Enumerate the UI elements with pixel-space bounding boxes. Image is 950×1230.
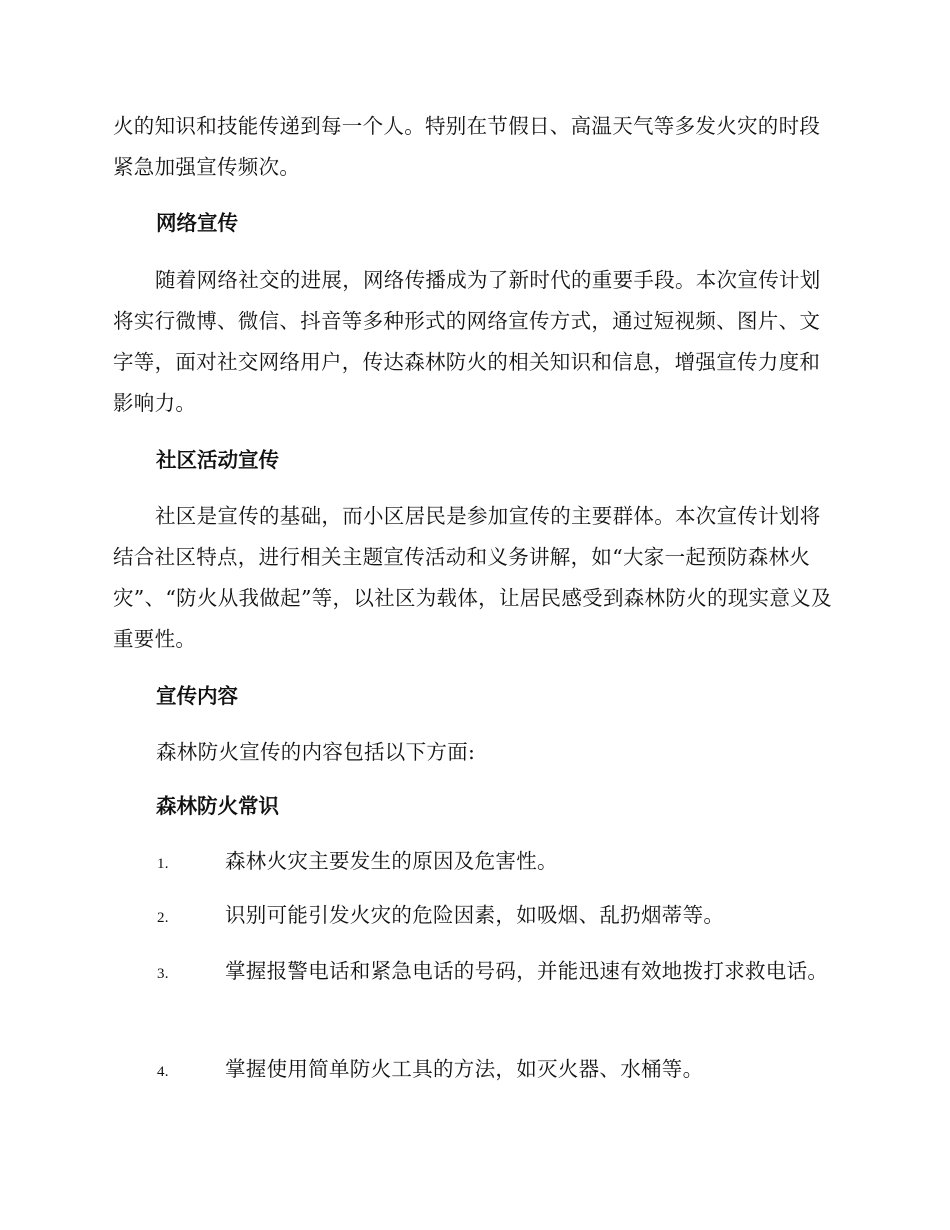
list-number: 4. (157, 1064, 169, 1080)
list-item (113, 892, 833, 942)
list-number: 1. (157, 856, 169, 872)
paragraph-community: 社区是宣传的基础，而小区居民是参加宣传的主要群体。本次宣传计划将结合社区特点，进行相关主题宣传活动和义务讲解，如“大家一起预防森林火灾”、“防火从我做起”等，以社区为载体，让居民感受到森林防火的现实意义及重要性。 (113, 504, 832, 651)
heading-content: 宣传内容 (156, 684, 238, 708)
list-item (113, 948, 833, 998)
list-item-text: 森林火灾主要发生的原因及危害性。 (225, 849, 558, 873)
list-item (113, 838, 833, 888)
heading-community: 社区活动宣传 (156, 448, 279, 472)
list-item-text: 掌握使用简单防火工具的方法，如灭火器、水桶等。 (225, 1057, 704, 1081)
content-intro: 森林防火宣传的内容包括以下方面: (156, 740, 476, 764)
list-item (113, 1046, 833, 1096)
list-item-text: 掌握报警电话和紧急电话的号码，并能迅速有效地拨打求救电话。 (225, 959, 829, 983)
list-item-text: 识别可能引发火灾的危险因素，如吸烟、乱扔烟蒂等。 (225, 903, 725, 927)
paragraph-intro-end: 火的知识和技能传递到每一个人。特别在节假日、高温天气等多发火灾的时段紧急加强宣传频次。 (113, 114, 821, 179)
heading-network: 网络宣传 (156, 211, 238, 235)
heading-knowledge: 森林防火常识 (156, 794, 279, 818)
list-number: 2. (157, 910, 169, 926)
paragraph-network: 随着网络社交的进展，网络传播成为了新时代的重要手段。本次宣传计划将实行微博、微信、抖音等多种形式的网络宣传方式，通过短视频、图片、文字等，面对社交网络用户，传达森林防火的相关知识和信息，增强宣传力度和影响力。 (113, 268, 821, 415)
list-number: 3. (157, 966, 169, 982)
